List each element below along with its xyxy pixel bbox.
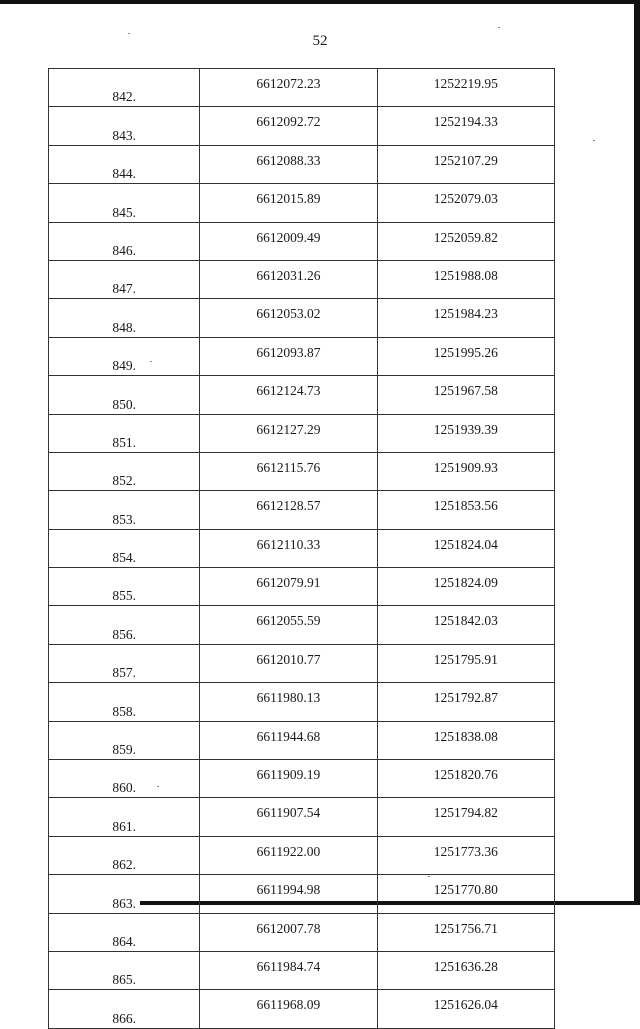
table-row <box>49 299 555 337</box>
x-coordinate-cell: 6612009.49 <box>200 222 377 260</box>
table-row <box>49 913 555 951</box>
x-coordinate-cell: 6612015.89 <box>200 184 377 222</box>
x-coordinate-cell: 6612093.87 <box>200 337 377 375</box>
x-coordinate-cell: 6612007.78 <box>200 913 377 951</box>
scan-speck <box>498 27 500 28</box>
y-coordinate-cell: 1251939.39 <box>377 414 554 452</box>
table-row <box>49 990 555 1028</box>
y-coordinate-cell: 1252219.95 <box>377 69 554 107</box>
x-coordinate-cell: 6612055.59 <box>200 606 377 644</box>
x-coordinate-cell: 6612088.33 <box>200 145 377 183</box>
y-coordinate-cell: 1251636.28 <box>377 951 554 989</box>
table-row <box>49 222 555 260</box>
table-row <box>49 836 555 874</box>
point-number-cell: 854. <box>49 529 200 567</box>
point-number-cell: 848. <box>49 299 200 337</box>
point-number-cell: 847. <box>49 260 200 298</box>
y-coordinate-cell: 1251794.82 <box>377 798 554 836</box>
point-number-cell: 844. <box>49 145 200 183</box>
table-row <box>49 452 555 490</box>
x-coordinate-cell: 6612053.02 <box>200 299 377 337</box>
y-coordinate-cell: 1251773.36 <box>377 836 554 874</box>
point-number-cell: 861. <box>49 798 200 836</box>
table-row <box>49 184 555 222</box>
y-coordinate-cell: 1251842.03 <box>377 606 554 644</box>
table-row <box>49 568 555 606</box>
table-row <box>49 491 555 529</box>
y-coordinate-cell: 1251770.80 <box>377 875 554 913</box>
x-coordinate-cell: 6611968.09 <box>200 990 377 1028</box>
coordinates-table-body <box>49 69 555 1029</box>
scan-border-top <box>0 0 640 4</box>
page-number: 52 <box>312 33 328 49</box>
y-coordinate-cell: 1251838.08 <box>377 721 554 759</box>
x-coordinate-cell: 6612127.29 <box>200 414 377 452</box>
x-coordinate-cell: 6611922.00 <box>200 836 377 874</box>
point-number-cell: 858. <box>49 683 200 721</box>
point-number-cell: 850. <box>49 376 200 414</box>
y-coordinate-cell: 1251756.71 <box>377 913 554 951</box>
table-row <box>49 414 555 452</box>
table-row <box>49 145 555 183</box>
table-row <box>49 683 555 721</box>
y-coordinate-cell: 1251824.04 <box>377 529 554 567</box>
point-number-cell: 862. <box>49 836 200 874</box>
x-coordinate-cell: 6612124.73 <box>200 376 377 414</box>
coordinates-table <box>48 68 555 1029</box>
point-number-cell: 852. <box>49 452 200 490</box>
table-row <box>49 529 555 567</box>
table-row <box>49 337 555 375</box>
y-coordinate-cell: 1251795.91 <box>377 644 554 682</box>
point-number-cell: 863. <box>49 875 200 913</box>
x-coordinate-cell: 6612115.76 <box>200 452 377 490</box>
point-number-cell: 859. <box>49 721 200 759</box>
y-coordinate-cell: 1252194.33 <box>377 107 554 145</box>
point-number-cell: 849. <box>49 337 200 375</box>
scan-speck <box>593 140 595 141</box>
table-row <box>49 376 555 414</box>
table-row <box>49 721 555 759</box>
y-coordinate-cell: 1251853.56 <box>377 491 554 529</box>
point-number-cell: 853. <box>49 491 200 529</box>
y-coordinate-cell: 1251792.87 <box>377 683 554 721</box>
point-number-cell: 845. <box>49 184 200 222</box>
x-coordinate-cell: 6611944.68 <box>200 721 377 759</box>
point-number-cell: 860. <box>49 760 200 798</box>
table-row <box>49 951 555 989</box>
point-number-cell: 864. <box>49 913 200 951</box>
y-coordinate-cell: 1251909.93 <box>377 452 554 490</box>
point-number-cell: 856. <box>49 606 200 644</box>
x-coordinate-cell: 6611984.74 <box>200 951 377 989</box>
x-coordinate-cell: 6611980.13 <box>200 683 377 721</box>
y-coordinate-cell: 1251967.58 <box>377 376 554 414</box>
table-row <box>49 260 555 298</box>
x-coordinate-cell: 6611909.19 <box>200 760 377 798</box>
point-number-cell: 846. <box>49 222 200 260</box>
table-row <box>49 875 555 913</box>
x-coordinate-cell: 6612092.72 <box>200 107 377 145</box>
table-row <box>49 107 555 145</box>
x-coordinate-cell: 6612031.26 <box>200 260 377 298</box>
table-row <box>49 606 555 644</box>
y-coordinate-cell: 1252107.29 <box>377 145 554 183</box>
point-number-cell: 843. <box>49 107 200 145</box>
y-coordinate-cell: 1252079.03 <box>377 184 554 222</box>
point-number-cell: 855. <box>49 568 200 606</box>
point-number-cell: 842. <box>49 69 200 107</box>
y-coordinate-cell: 1251820.76 <box>377 760 554 798</box>
x-coordinate-cell: 6612128.57 <box>200 491 377 529</box>
x-coordinate-cell: 6612010.77 <box>200 644 377 682</box>
point-number-cell: 851. <box>49 414 200 452</box>
x-coordinate-cell: 6612110.33 <box>200 529 377 567</box>
y-coordinate-cell: 1251984.23 <box>377 299 554 337</box>
point-number-cell: 865. <box>49 951 200 989</box>
table-row <box>49 798 555 836</box>
point-number-cell: 866. <box>49 990 200 1028</box>
y-coordinate-cell: 1251626.04 <box>377 990 554 1028</box>
y-coordinate-cell: 1252059.82 <box>377 222 554 260</box>
y-coordinate-cell: 1251995.26 <box>377 337 554 375</box>
x-coordinate-cell: 6612072.23 <box>200 69 377 107</box>
point-number-cell: 857. <box>49 644 200 682</box>
table-row <box>49 69 555 107</box>
scan-border-right <box>634 0 640 905</box>
x-coordinate-cell: 6611907.54 <box>200 798 377 836</box>
table-row <box>49 760 555 798</box>
x-coordinate-cell: 6611994.98 <box>200 875 377 913</box>
y-coordinate-cell: 1251988.08 <box>377 260 554 298</box>
y-coordinate-cell: 1251824.09 <box>377 568 554 606</box>
x-coordinate-cell: 6612079.91 <box>200 568 377 606</box>
table-row <box>49 644 555 682</box>
